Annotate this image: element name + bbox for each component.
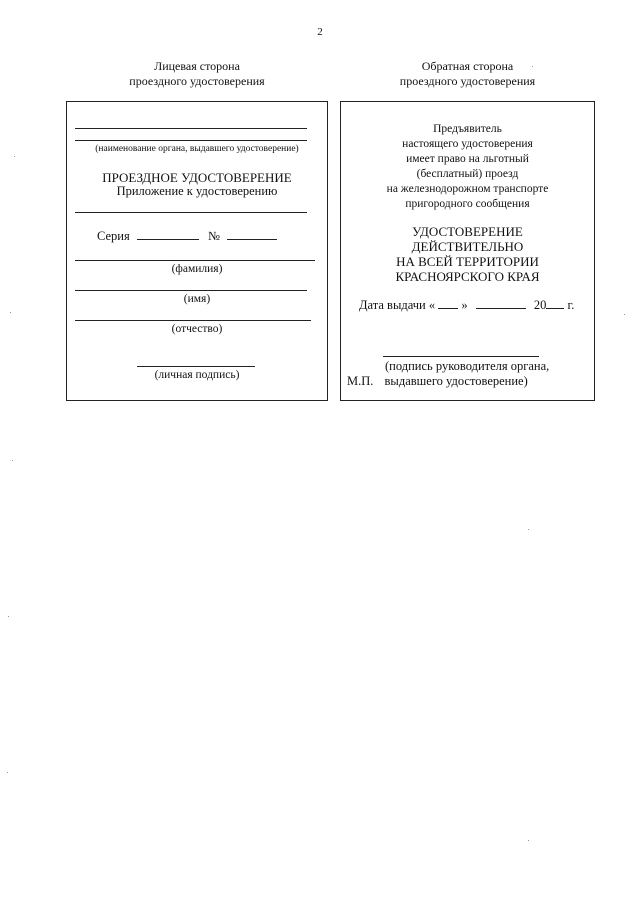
scan-speck (12, 460, 13, 461)
number-blank (227, 229, 277, 240)
validity-text (341, 224, 594, 284)
issuer-line-1 (75, 128, 307, 129)
head-signature-row-2 (347, 374, 528, 389)
series-label: Серия (97, 229, 130, 243)
scan-speck (624, 314, 625, 315)
issuer-line-2 (75, 140, 307, 141)
name-line (75, 290, 307, 291)
validity-line-3: НА ВСЕЙ ТЕРРИТОРИИ (396, 254, 539, 269)
signature-caption: (личная подпись) (154, 369, 240, 381)
head-signature-line (383, 356, 539, 357)
privilege-line-4: (бесплатный) проезд (416, 168, 519, 180)
privilege-line-1: Предъявитель (433, 123, 502, 135)
back-heading (340, 59, 595, 89)
patronymic-caption: (отчество) (171, 323, 223, 335)
page-number: 2 (317, 26, 323, 38)
series-number-row (97, 229, 277, 244)
head-signature-caption-2: выдавшего удостоверение) (384, 374, 528, 388)
issuer-caption: (наименование органа, выдавшего удостоверение) (95, 144, 299, 154)
surname-caption: (фамилия) (171, 263, 223, 275)
issue-month-blank (476, 298, 526, 309)
front-heading-line-1: Лицевая сторона (154, 59, 240, 73)
back-heading-line-1: Обратная сторона (421, 59, 514, 73)
scan-speck (7, 772, 8, 773)
issue-year-suffix: г. (567, 298, 575, 312)
front-heading-line-2: проездного удостоверения (129, 74, 265, 88)
number-label: № (207, 229, 220, 243)
back-heading-line-2: проездного удостоверения (399, 74, 536, 88)
back-card (340, 101, 595, 401)
issue-date-close: » (461, 298, 468, 312)
scan-speck (14, 156, 15, 157)
privilege-text (341, 122, 594, 212)
issue-year-prefix: 20 (533, 298, 547, 312)
privilege-line-3: имеет право на льготный (406, 153, 529, 165)
privilege-line-2: настоящего удостоверения (402, 138, 533, 150)
name-caption: (имя) (183, 293, 211, 305)
issue-day-blank (438, 298, 458, 309)
subtitle-line (75, 212, 307, 213)
card-title: ПРОЕЗДНОЕ УДОСТОВЕРЕНИЕ (102, 170, 292, 185)
scan-speck (8, 616, 9, 617)
issue-date-label: Дата выдачи « (359, 298, 436, 312)
validity-line-4: КРАСНОЯРСКОГО КРАЯ (395, 269, 540, 284)
front-card (66, 101, 328, 401)
privilege-line-5: на железнодорожном транспорте (386, 183, 549, 195)
card-subtitle: Приложение к удостоверению (116, 184, 278, 198)
scan-speck (528, 529, 529, 530)
series-blank (137, 229, 199, 240)
stamp-label: М.П. (347, 374, 374, 388)
surname-line (75, 260, 315, 261)
head-signature-caption-1: (подпись руководителя органа, (385, 359, 550, 373)
signature-line (137, 366, 255, 367)
scan-speck (528, 840, 529, 841)
validity-line-1: УДОСТОВЕРЕНИЕ (412, 224, 523, 239)
validity-line-2: ДЕЙСТВИТЕЛЬНО (411, 239, 524, 254)
scan-speck (532, 66, 533, 67)
issue-date-row (359, 298, 574, 313)
scan-speck (10, 312, 11, 313)
privilege-line-6: пригородного сообщения (405, 198, 530, 210)
issue-year-blank (546, 298, 564, 309)
patronymic-line (75, 320, 311, 321)
front-heading (66, 59, 328, 89)
